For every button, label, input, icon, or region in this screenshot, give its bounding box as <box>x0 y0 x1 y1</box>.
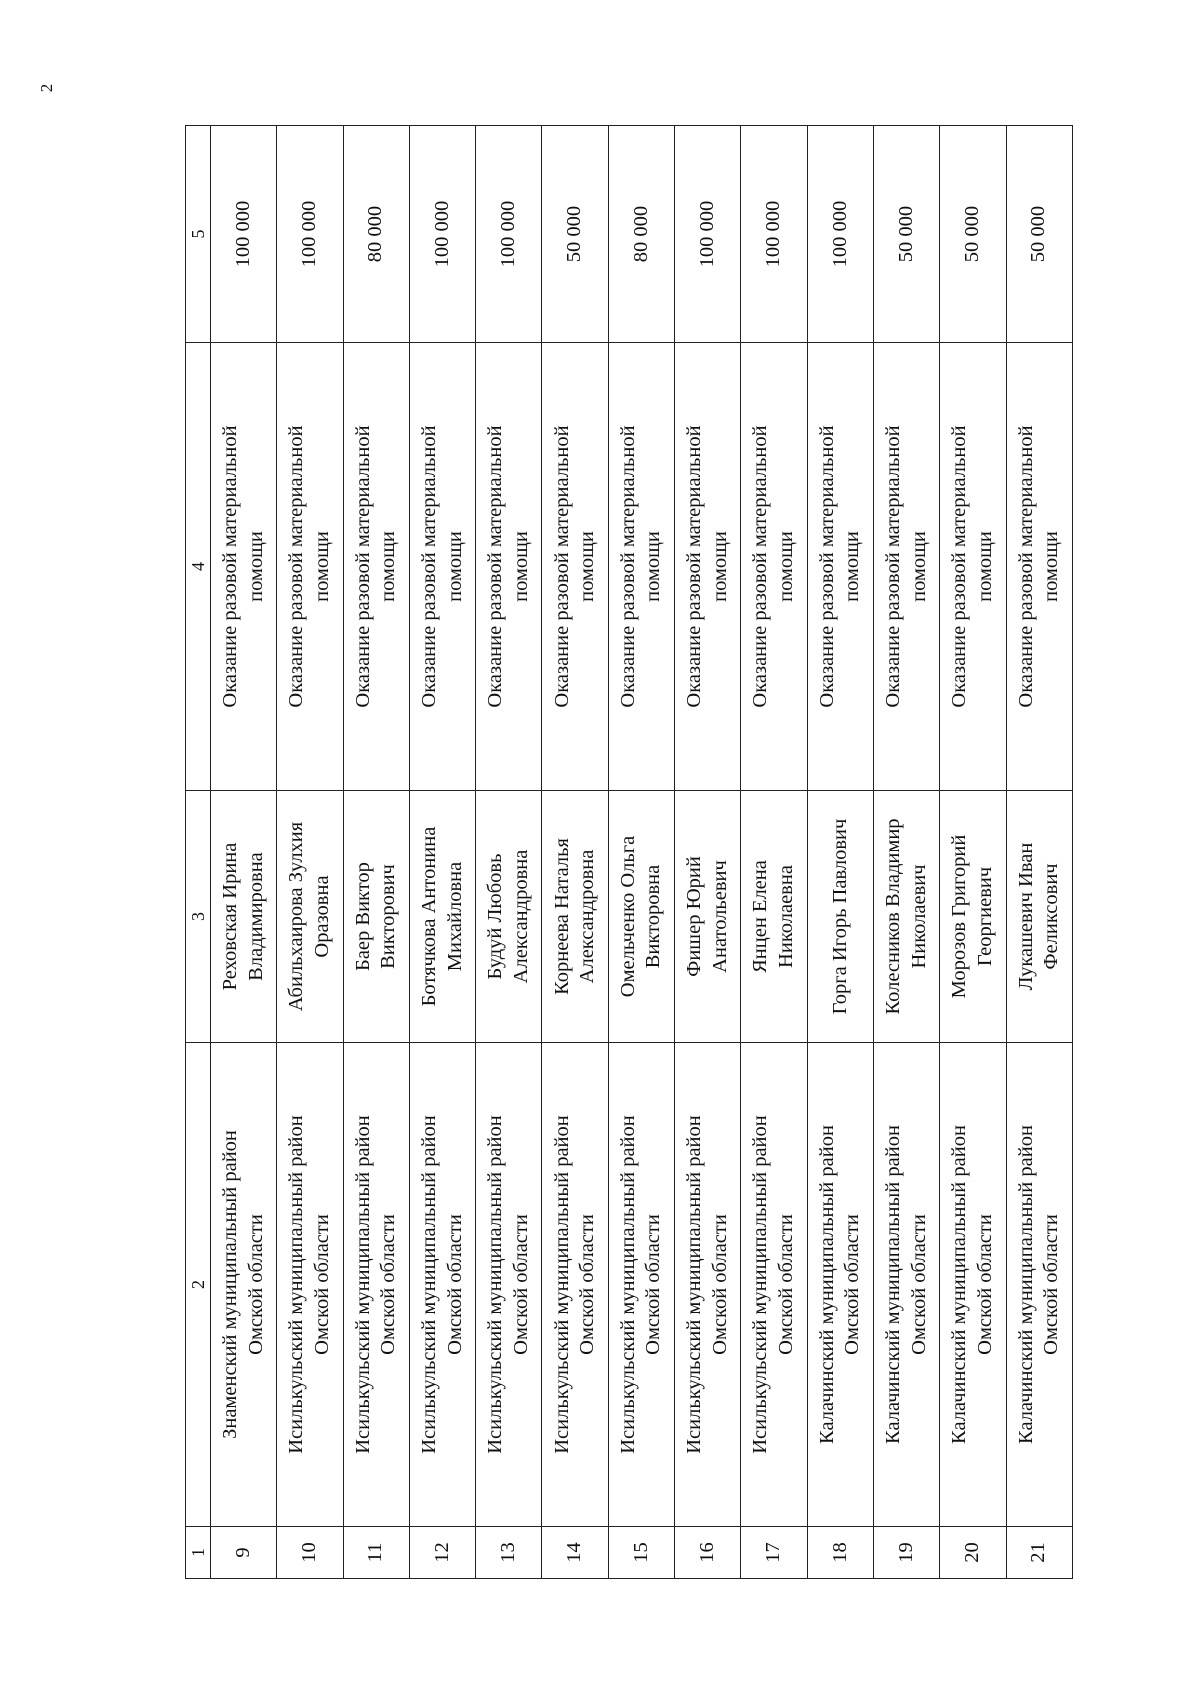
row-number-cell: 14 <box>542 1527 608 1579</box>
assistance-table <box>185 125 1073 1579</box>
district-line-2: Омской области <box>443 1214 466 1355</box>
recipient-name-line-2: Анатольевич <box>708 860 731 973</box>
purpose-cell <box>608 343 674 791</box>
purpose-cell <box>409 343 475 791</box>
recipient-name-cell <box>211 791 277 1043</box>
purpose-line-2: помощи <box>310 531 333 602</box>
recipient-name-cell <box>608 791 674 1043</box>
recipient-name-line-1: Реховская Ирина <box>219 842 242 991</box>
amount-cell: 50 000 <box>542 126 608 343</box>
recipient-name-line-1: Горга Игорь Павлович <box>828 818 851 1015</box>
recipient-name-line-2: Георгиевич <box>973 866 996 967</box>
amount-cell: 100 000 <box>277 126 343 343</box>
header-col-3: 3 <box>186 791 211 1043</box>
purpose-line-2: помощи <box>907 531 930 602</box>
amount-cell: 100 000 <box>675 126 741 343</box>
row-number-cell: 9 <box>211 1527 277 1579</box>
purpose-line-1: Оказание разовой материальной <box>948 425 971 708</box>
row-number-cell: 15 <box>608 1527 674 1579</box>
purpose-line-1: Оказание разовой материальной <box>219 425 242 708</box>
table-row <box>1006 126 1072 1579</box>
district-line-1: Калачинский муниципальный район <box>1014 1125 1037 1444</box>
purpose-line-2: помощи <box>509 531 532 602</box>
district-line-1: Калачинский муниципальный район <box>881 1125 904 1444</box>
district-cell <box>608 1043 674 1527</box>
district-line-2: Омской области <box>310 1214 333 1355</box>
table-row <box>873 126 939 1579</box>
purpose-line-1: Оказание разовой материальной <box>417 425 440 708</box>
district-cell <box>277 1043 343 1527</box>
purpose-cell <box>343 343 409 791</box>
recipient-name-line-2: Владимировна <box>244 852 267 981</box>
recipient-name-cell <box>343 791 409 1043</box>
amount-cell: 50 000 <box>940 126 1006 343</box>
header-row <box>186 126 211 1579</box>
table-row <box>542 126 608 1579</box>
purpose-cell <box>873 343 939 791</box>
district-cell <box>1006 1043 1072 1527</box>
purpose-line-1: Оказание разовой материальной <box>815 425 838 708</box>
recipient-name-line-2: Александровна <box>509 849 532 984</box>
row-number-cell: 11 <box>343 1527 409 1579</box>
recipient-name-cell <box>940 791 1006 1043</box>
header-col-5: 5 <box>186 126 211 343</box>
recipient-name-cell <box>873 791 939 1043</box>
district-line-1: Исилькульский муниципальный район <box>683 1115 706 1454</box>
recipient-name-cell <box>675 791 741 1043</box>
table-row <box>343 126 409 1579</box>
table-body <box>211 126 1073 1579</box>
recipient-name-line-1: Корнеева Наталья <box>550 838 573 995</box>
purpose-line-1: Оказание разовой материальной <box>749 425 772 708</box>
purpose-line-2: помощи <box>973 531 996 602</box>
district-cell <box>476 1043 542 1527</box>
district-line-2: Омской области <box>775 1214 798 1355</box>
recipient-name-cell <box>277 791 343 1043</box>
recipient-name-line-1: Колесников Владимир <box>881 818 904 1015</box>
recipient-name-cell <box>807 791 873 1043</box>
amount-cell: 100 000 <box>741 126 807 343</box>
page-number: 2 <box>37 83 56 93</box>
district-line-2: Омской области <box>377 1214 400 1355</box>
district-cell <box>940 1043 1006 1527</box>
purpose-cell <box>211 343 277 791</box>
recipient-name-line-1: Морозов Григорий <box>948 834 971 999</box>
recipient-name-cell <box>409 791 475 1043</box>
district-line-1: Исилькульский муниципальный район <box>616 1115 639 1454</box>
purpose-line-2: помощи <box>841 531 864 602</box>
recipient-name-line-1: Омельченко Ольга <box>616 835 639 998</box>
district-line-2: Омской области <box>1040 1214 1063 1355</box>
amount-cell: 100 000 <box>807 126 873 343</box>
district-line-1: Знаменский муниципальный район <box>219 1130 242 1439</box>
district-cell <box>807 1043 873 1527</box>
amount-cell: 100 000 <box>211 126 277 343</box>
row-number-cell: 13 <box>476 1527 542 1579</box>
purpose-line-2: помощи <box>775 531 798 602</box>
purpose-line-1: Оказание разовой материальной <box>1014 425 1037 708</box>
row-number-cell: 16 <box>675 1527 741 1579</box>
recipient-name-line-2: Александровна <box>576 849 599 984</box>
purpose-cell <box>277 343 343 791</box>
district-line-1: Исилькульский муниципальный район <box>351 1115 374 1454</box>
table-row <box>277 126 343 1579</box>
recipient-name-cell <box>741 791 807 1043</box>
recipient-name-line-1: Лукашевич Иван <box>1014 842 1037 991</box>
district-line-2: Омской области <box>973 1214 996 1355</box>
table-header <box>186 126 211 1579</box>
amount-cell: 100 000 <box>476 126 542 343</box>
recipient-name-line-1: Абильхаирова Зулхия <box>285 821 308 1012</box>
table-row <box>675 126 741 1579</box>
purpose-cell <box>542 343 608 791</box>
recipient-name-line-2: Оразовна <box>310 875 333 958</box>
purpose-line-2: помощи <box>576 531 599 602</box>
recipient-name-line-1: Баер Виктор <box>351 862 374 971</box>
district-cell <box>409 1043 475 1527</box>
recipient-name-line-2: Николаевич <box>907 864 930 969</box>
recipient-name-line-1: Фишер Юрий <box>683 856 706 977</box>
district-cell <box>211 1043 277 1527</box>
purpose-cell <box>675 343 741 791</box>
purpose-line-1: Оказание разовой материальной <box>484 425 507 708</box>
recipient-name-cell <box>1006 791 1072 1043</box>
district-line-1: Исилькульский муниципальный район <box>749 1115 772 1454</box>
purpose-line-2: помощи <box>443 531 466 602</box>
purpose-cell <box>741 343 807 791</box>
purpose-line-2: помощи <box>642 531 665 602</box>
purpose-line-1: Оказание разовой материальной <box>351 425 374 708</box>
district-line-1: Исилькульский муниципальный район <box>285 1115 308 1454</box>
row-number-cell: 12 <box>409 1527 475 1579</box>
district-line-1: Исилькульский муниципальный район <box>484 1115 507 1454</box>
purpose-line-1: Оказание разовой материальной <box>550 425 573 708</box>
amount-cell: 80 000 <box>343 126 409 343</box>
recipient-name-line-1: Янцен Елена <box>749 860 772 973</box>
amount-cell: 50 000 <box>1006 126 1072 343</box>
district-line-2: Омской области <box>509 1214 532 1355</box>
district-line-1: Исилькульский муниципальный район <box>550 1115 573 1454</box>
district-cell <box>542 1043 608 1527</box>
rotated-table-container <box>185 126 1073 1579</box>
row-number-cell: 18 <box>807 1527 873 1579</box>
row-number-cell: 17 <box>741 1527 807 1579</box>
header-col-1: 1 <box>186 1527 211 1579</box>
table-row <box>476 126 542 1579</box>
row-number-cell: 19 <box>873 1527 939 1579</box>
table-row <box>807 126 873 1579</box>
recipient-name-line-2: Николаевна <box>775 865 798 968</box>
table-row <box>211 126 277 1579</box>
district-cell <box>873 1043 939 1527</box>
purpose-cell <box>807 343 873 791</box>
recipient-name-line-2: Викторович <box>377 864 400 969</box>
district-line-2: Омской области <box>642 1214 665 1355</box>
row-number-cell: 20 <box>940 1527 1006 1579</box>
purpose-line-2: помощи <box>1040 531 1063 602</box>
row-number-cell: 10 <box>277 1527 343 1579</box>
purpose-line-1: Оказание разовой материальной <box>616 425 639 708</box>
recipient-name-line-2: Феликсович <box>1040 863 1063 970</box>
district-cell <box>741 1043 807 1527</box>
purpose-cell <box>476 343 542 791</box>
recipient-name-line-1: Ботячкова Антонина <box>417 826 440 1007</box>
district-line-2: Омской области <box>244 1214 267 1355</box>
district-line-1: Калачинский муниципальный район <box>815 1125 838 1444</box>
purpose-line-1: Оказание разовой материальной <box>683 425 706 708</box>
purpose-line-1: Оказание разовой материальной <box>881 425 904 708</box>
header-col-4: 4 <box>186 343 211 791</box>
recipient-name-line-2: Викторовна <box>642 864 665 969</box>
table-row <box>409 126 475 1579</box>
purpose-line-1: Оказание разовой материальной <box>285 425 308 708</box>
amount-cell: 100 000 <box>409 126 475 343</box>
district-line-1: Калачинский муниципальный район <box>948 1125 971 1444</box>
district-line-1: Исилькульский муниципальный район <box>417 1115 440 1454</box>
purpose-cell <box>940 343 1006 791</box>
district-cell <box>675 1043 741 1527</box>
table-row <box>940 126 1006 1579</box>
table-row <box>741 126 807 1579</box>
district-line-2: Омской области <box>907 1214 930 1355</box>
district-line-2: Омской области <box>841 1214 864 1355</box>
row-number-cell: 21 <box>1006 1527 1072 1579</box>
purpose-cell <box>1006 343 1072 791</box>
amount-cell: 50 000 <box>873 126 939 343</box>
purpose-line-2: помощи <box>244 531 267 602</box>
purpose-line-2: помощи <box>708 531 731 602</box>
district-cell <box>343 1043 409 1527</box>
district-line-2: Омской области <box>708 1214 731 1355</box>
header-col-2: 2 <box>186 1043 211 1527</box>
district-line-2: Омской области <box>576 1214 599 1355</box>
amount-cell: 80 000 <box>608 126 674 343</box>
recipient-name-line-2: Михайловна <box>443 861 466 972</box>
recipient-name-line-1: Будуй Любовь <box>484 853 507 980</box>
table-row <box>608 126 674 1579</box>
purpose-line-2: помощи <box>377 531 400 602</box>
recipient-name-cell <box>476 791 542 1043</box>
recipient-name-cell <box>542 791 608 1043</box>
